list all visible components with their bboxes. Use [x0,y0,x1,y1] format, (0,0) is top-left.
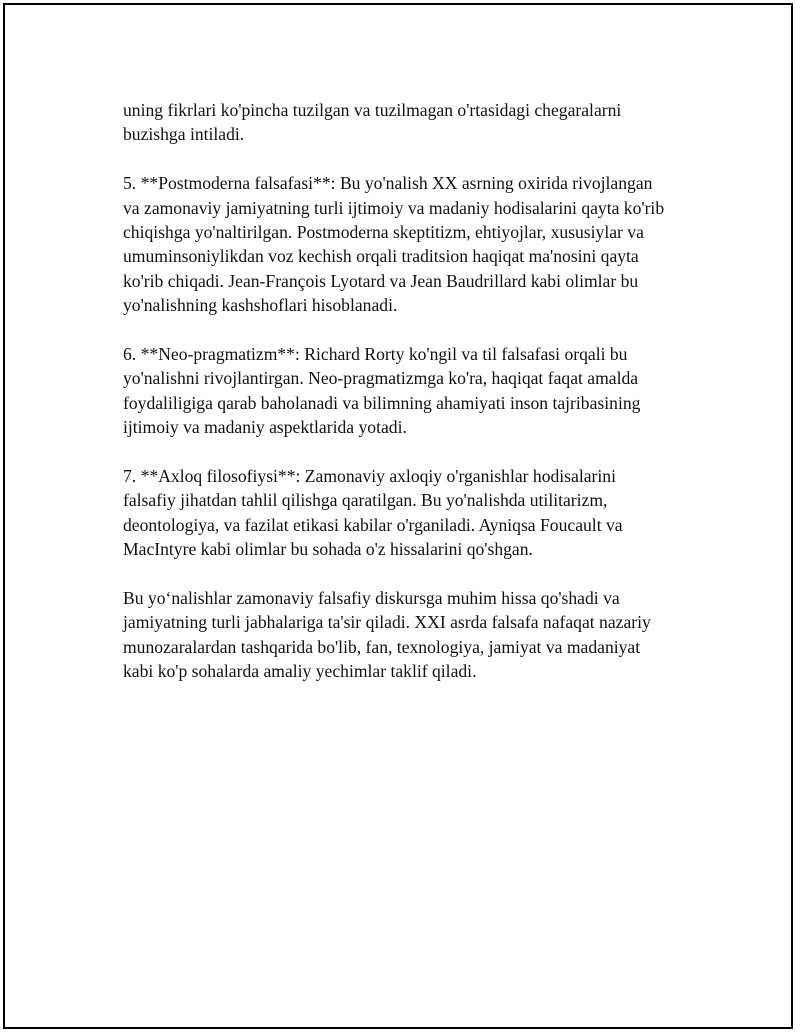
paragraph-postmoderna: 5. **Postmoderna falsafasi**: Bu yo'nalish XX asrning oxirida rivojlangan va zamonaviy jamiyatning turli ijtimoiy va madaniy hodisalarini qayta ko'rib chiqishga yo'naltirilgan. Postmoderna skeptitizm, ehtiyojlar, xususiylar va umuminsoniylikdan voz kechish orqali traditsion haqiqat ma'nosini qayta ko'rib chiqadi. Jean-François Lyotard va Jean Baudrillard kabi olimlar bu yo'nalishning kashshoflari hisoblanadi. [123,173,665,316]
paragraph-axloq: 7. **Axloq filosofiysi**: Zamonaviy axloqiy o'rganishlar hodisalarini falsafiy jihatdan tahlil qilishga qaratilgan. Bu yo'nalishda utilitarizm, deontologiya, va fazilat etikasi kabilar o'rganiladi. Ayniqsa Foucault va MacIntyre kabi olimlar bu sohada o'z hissalarini qo'shgan. [123,466,623,560]
paragraph-neo-pragmatizm: 6. **Neo-pragmatizm**: Richard Rorty ko'ngil va til falsafasi orqali bu yo'nalishni rivojlantirgan. Neo-pragmatizmga ko'ra, haqiqat faqat amalda foydaliligiga qarab baholanadi va bilimning ahamiyati inson tajribasining ijtimoiy va madaniy aspektlarida yotadi. [123,344,641,438]
paragraph-conclusion: Bu yo‘nalishlar zamonaviy falsafiy diskursga muhim hissa qo'shadi va jamiyatning turli jabhalariga ta'sir qiladi. XXI asrda falsafa nafaqat nazariy munozaralardan tashqarida bo'lib, fan, texnologiya, jamiyat va madaniyat kabi ko'p sohalarda amaliy yechimlar taklif qiladi. [123,588,651,682]
page-border [3,3,793,1029]
document-body [123,98,693,708]
paragraph-continuation: uning fikrlari ko'pincha tuzilgan va tuzilmagan o'rtasidagi chegaralarni buzishga intiladi. [123,100,622,145]
